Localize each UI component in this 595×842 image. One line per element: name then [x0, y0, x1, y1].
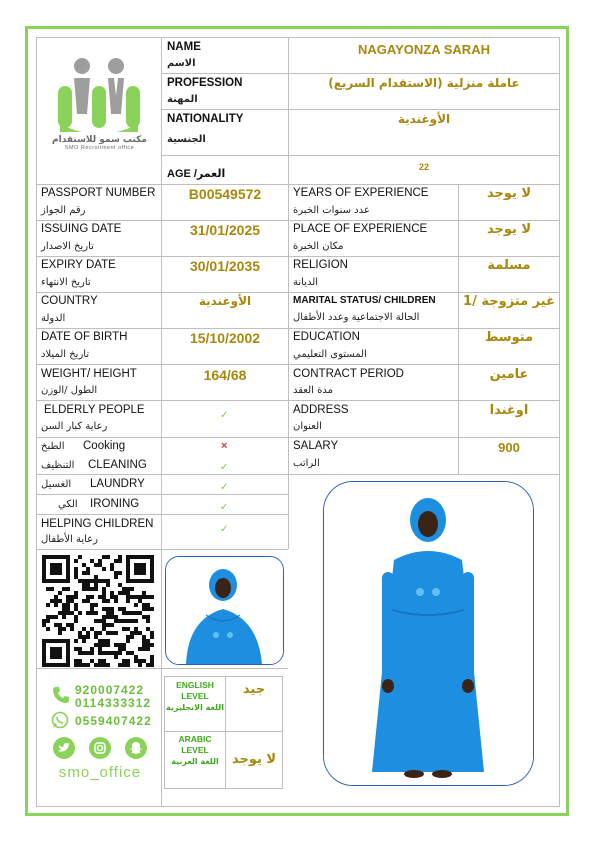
skill-children-label-ar: رعاية الأطفال: [41, 534, 98, 545]
brand-name-ar: مكتب سمو للاستقدام: [52, 135, 147, 145]
issuing-date-value: 31/01/2025: [189, 222, 261, 238]
name-label-ar: الاسم: [167, 58, 196, 69]
skill-cooking-cross-icon: ×: [221, 440, 228, 452]
arabic-level-label-ar: اللغة العربية: [171, 757, 219, 766]
nationality-label: NATIONALITY: [167, 113, 244, 125]
contract-label-ar: مدة العقد: [293, 385, 333, 396]
skill-ironing-check-icon: ✓: [220, 502, 229, 513]
years-exp-value: لا يوجد: [486, 186, 532, 201]
marital-value: غير متزوجة /1: [463, 294, 555, 309]
dob-value: 15/10/2002: [189, 330, 261, 346]
phone-2[interactable]: 0114333312: [75, 696, 152, 710]
profession-value: عاملة منزلية (الاستقدام السريع): [328, 76, 520, 90]
nationality-value: الأوغندية: [397, 112, 451, 126]
name-label: NAME: [167, 41, 201, 53]
weight-height-label-ar: الطول /الوزن: [41, 385, 98, 396]
skill-laundry-check-icon: ✓: [220, 482, 229, 493]
arabic-level-value: لا يوجد: [231, 752, 277, 767]
passport-label: PASSPORT NUMBER: [41, 187, 156, 199]
education-label: EDUCATION: [293, 331, 360, 343]
weight-height-label: WEIGHT/ HEIGHT: [41, 368, 137, 380]
address-value: اوغندا: [489, 403, 529, 418]
logo-figures-icon: [52, 52, 147, 132]
contract-label: CONTRACT PERIOD: [293, 368, 404, 380]
snapchat-icon[interactable]: [125, 737, 147, 759]
nationality-label-ar: الجنسية: [167, 134, 206, 145]
salary-label-ar: الراتب: [293, 458, 320, 469]
place-exp-value: لا يوجد: [486, 222, 532, 237]
passport-label-ar: رقم الجواز: [41, 205, 86, 216]
portrait-photo: [165, 556, 284, 665]
twitter-icon[interactable]: [53, 737, 75, 759]
qr-code[interactable]: [42, 555, 154, 667]
social-handle[interactable]: smo_office: [58, 764, 142, 781]
skill-elderly-check-icon: ✓: [220, 410, 229, 421]
skill-cleaning-label-ar: التنظيف: [41, 460, 75, 471]
name-value: NAGAYONZA SARAH: [358, 42, 490, 57]
country-value: الأوغندية: [198, 294, 252, 308]
skill-laundry-label: LAUNDRY: [90, 478, 145, 490]
skill-laundry-label-ar: الغسيل: [41, 479, 72, 490]
age-label: AGE /العمر: [167, 168, 226, 180]
weight-height-value: 164/68: [203, 367, 247, 383]
dob-label: DATE OF BIRTH: [41, 331, 128, 343]
salary-label: SALARY: [293, 440, 339, 452]
place-exp-label-ar: مكان الخبرة: [293, 241, 344, 252]
brand-logo: [52, 52, 147, 152]
years-exp-label: YEARS OF EXPERIENCE: [293, 187, 429, 199]
country-label-ar: الدولة: [41, 313, 66, 324]
skill-children-check-icon: ✓: [220, 524, 229, 535]
english-level-label-ar: اللغة الانجليزية: [166, 703, 224, 712]
issuing-date-label: ISSUING DATE: [41, 223, 122, 235]
english-level-label: ENGLISH LEVEL: [176, 680, 214, 701]
skill-ironing-label: IRONING: [90, 498, 140, 510]
religion-value: مسلمة: [487, 258, 531, 273]
skill-cooking-label: Cooking: [83, 440, 126, 452]
whatsapp-icon: [51, 711, 69, 729]
country-label: COUNTRY: [41, 295, 98, 307]
skill-elderly-label: ELDERLY PEOPLE: [44, 404, 145, 416]
education-label-ar: المستوى التعليمي: [293, 349, 367, 360]
skill-cleaning-label: CLEANING: [88, 459, 147, 471]
religion-label: RELIGION: [293, 259, 348, 271]
full-body-photo: [323, 481, 534, 786]
skill-cleaning-check-icon: ✓: [220, 462, 229, 473]
instagram-icon[interactable]: [89, 737, 111, 759]
marital-label-ar: الحالة الاجتماعية وعدد الأطفال: [293, 312, 420, 323]
profession-label-ar: المهنة: [167, 94, 198, 105]
skill-cooking-label-ar: الطبخ: [41, 441, 65, 452]
phone-1[interactable]: 920007422: [75, 683, 145, 697]
arabic-level-label: ARABIC LEVEL: [178, 734, 212, 755]
skill-elderly-label-ar: رعاية كبار السن: [41, 421, 108, 432]
passport-value: B00549572: [188, 186, 262, 202]
english-level-value: جيد: [242, 682, 266, 697]
skill-children-label: HELPING CHILDREN: [41, 518, 154, 530]
marital-label: MARITAL STATUS/ CHILDREN: [293, 295, 436, 306]
skill-ironing-label-ar: الكي: [58, 499, 78, 510]
age-value: 22: [418, 162, 429, 172]
address-label-ar: العنوان: [293, 421, 322, 432]
expiry-date-value: 30/01/2035: [189, 258, 261, 274]
profession-label: PROFESSION: [167, 77, 243, 89]
education-value: متوسط: [484, 330, 534, 345]
contract-value: عامين: [489, 367, 529, 382]
phone-icon: [51, 685, 71, 705]
expiry-date-label-ar: تاريخ الانتهاء: [41, 277, 91, 288]
expiry-date-label: EXPIRY DATE: [41, 259, 116, 271]
salary-value: 900: [498, 440, 520, 455]
years-exp-label-ar: عدد سنوات الخبرة: [293, 205, 370, 216]
brand-name-en: SMO Recruitment office: [64, 145, 135, 151]
address-label: ADDRESS: [293, 404, 349, 416]
whatsapp-number[interactable]: 0559407422: [75, 714, 152, 728]
dob-label-ar: تاريخ الميلاد: [41, 349, 90, 360]
religion-label-ar: الديانة: [293, 277, 319, 288]
issuing-date-label-ar: تاريخ الاصدار: [41, 241, 94, 252]
place-exp-label: PLACE OF EXPERIENCE: [293, 223, 428, 235]
